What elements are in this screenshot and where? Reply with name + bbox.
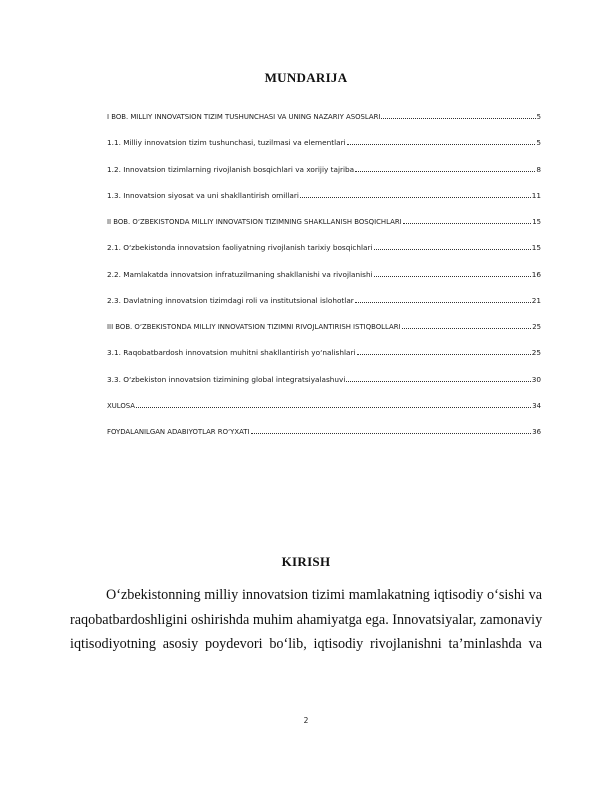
toc-entry-label: FOYDALANILGAN ADABIYOTLAR RO‘YXATI bbox=[107, 428, 250, 436]
toc-leader-dots bbox=[355, 165, 535, 172]
toc-entry[interactable] bbox=[107, 191, 541, 217]
toc-entry[interactable] bbox=[107, 296, 541, 322]
toc-leader-dots bbox=[402, 322, 532, 329]
toc-leader-dots bbox=[251, 427, 532, 434]
toc-title: MUNDARIJA bbox=[264, 70, 348, 85]
toc-leader-dots bbox=[374, 270, 531, 277]
toc-entry-label: XULOSA bbox=[107, 401, 135, 410]
toc-entry-page: 21 bbox=[531, 295, 541, 305]
toc-entry[interactable] bbox=[107, 138, 541, 164]
toc-entry-page: 25 bbox=[531, 348, 541, 358]
toc-entry-label: 2.2. Mamlakatda innovatsion infratuzilmaning shakllanishi va rivojlanishi bbox=[107, 269, 373, 279]
intro-line: iqtisodiyotning asosiy poydevori bo‘lib, iqtisodiy rivojlanishni ta’minlashda va bbox=[70, 636, 542, 652]
toc-entry-page: 30 bbox=[531, 374, 541, 384]
toc-entry[interactable] bbox=[107, 217, 541, 243]
toc-entry-page: 11 bbox=[531, 190, 541, 200]
toc-leader-dots bbox=[300, 191, 531, 198]
toc-entry-label: II BOB. O‘ZBEKISTONDA MILLIY INNOVATSION TIZIMNING SHAKLLANISH BOSQICHLARI bbox=[107, 218, 402, 226]
toc-entry-label: 3.3. O‘zbekiston innovatsion tizimining global integratsiyalashuvi bbox=[107, 374, 346, 384]
intro-title: KIRISH bbox=[281, 554, 331, 569]
toc-entry[interactable] bbox=[107, 401, 541, 427]
toc-leader-dots bbox=[347, 138, 536, 145]
toc-entry-page: 5 bbox=[536, 138, 541, 148]
page-number: 2 bbox=[303, 716, 309, 725]
toc-entry-label: 2.1. O‘zbekistonda innovatsion faoliyatning rivojlanish tarixiy bosqichlari bbox=[107, 243, 373, 253]
toc-leader-dots bbox=[346, 375, 530, 382]
toc-leader-dots bbox=[355, 296, 531, 303]
toc-entry[interactable] bbox=[107, 322, 541, 348]
toc-entry-page: 34 bbox=[532, 401, 541, 410]
toc-entry-label: 1.1. Milliy innovatsion tizim tushunchasi, tuzilmasi va elementlari bbox=[107, 138, 346, 148]
toc-entry-page: 16 bbox=[531, 269, 541, 279]
toc-leader-dots bbox=[136, 401, 531, 408]
toc-leader-dots bbox=[357, 348, 531, 355]
toc-leader-dots bbox=[374, 243, 531, 250]
toc-entry-page: 25 bbox=[532, 323, 541, 331]
toc-entry[interactable] bbox=[107, 348, 541, 374]
toc-leader-dots bbox=[403, 217, 532, 224]
toc-entry-label: I BOB. MILLIY INNOVATSION TIZIM TUSHUNCHASI VA UNING NAZARIY ASOSLARI bbox=[107, 113, 381, 121]
toc-entry-label: 1.3. Innovatsion siyosat va uni shakllantirish omillari bbox=[107, 190, 299, 200]
toc-entry-page: 5 bbox=[536, 113, 541, 121]
toc-entry-page: 8 bbox=[536, 164, 541, 174]
intro-line: O‘zbekistonning milliy innovatsion tizimi mamlakatning iqtisodiy o‘sishi va bbox=[106, 587, 542, 603]
toc-entry[interactable] bbox=[107, 375, 541, 401]
toc-entry[interactable] bbox=[107, 165, 541, 191]
toc-entry[interactable] bbox=[107, 270, 541, 296]
intro-paragraph bbox=[70, 583, 542, 657]
toc-entry-label: 3.1. Raqobatbardosh innovatsion muhitni shakllantirish yo‘nalishlari bbox=[107, 348, 356, 358]
toc-entry-page: 36 bbox=[532, 428, 541, 436]
table-of-contents bbox=[107, 112, 541, 453]
toc-entry-label: III BOB. O‘ZBEKISTONDA MILLIY INNOVATSION TIZIMNI RIVOJLANTIRISH ISTIQBOLLARI bbox=[107, 323, 401, 331]
toc-entry-label: 1.2. Innovatsion tizimlarning rivojlanish bosqichlari va xorijiy tajriba bbox=[107, 164, 355, 174]
toc-leader-dots bbox=[381, 112, 535, 119]
toc-entry-label: 2.3. Davlatning innovatsion tizimdagi roli va institutsional islohotlar bbox=[107, 295, 354, 305]
toc-entry[interactable] bbox=[107, 427, 541, 453]
intro-line: raqobatbardoshligini oshirishda muhim ahamiyatga ega. Innovatsiyalar, zamonaviy bbox=[70, 611, 543, 628]
toc-entry[interactable] bbox=[107, 112, 541, 138]
toc-entry-page: 15 bbox=[532, 218, 541, 226]
toc-entry[interactable] bbox=[107, 243, 541, 269]
toc-entry-page: 15 bbox=[531, 243, 541, 253]
